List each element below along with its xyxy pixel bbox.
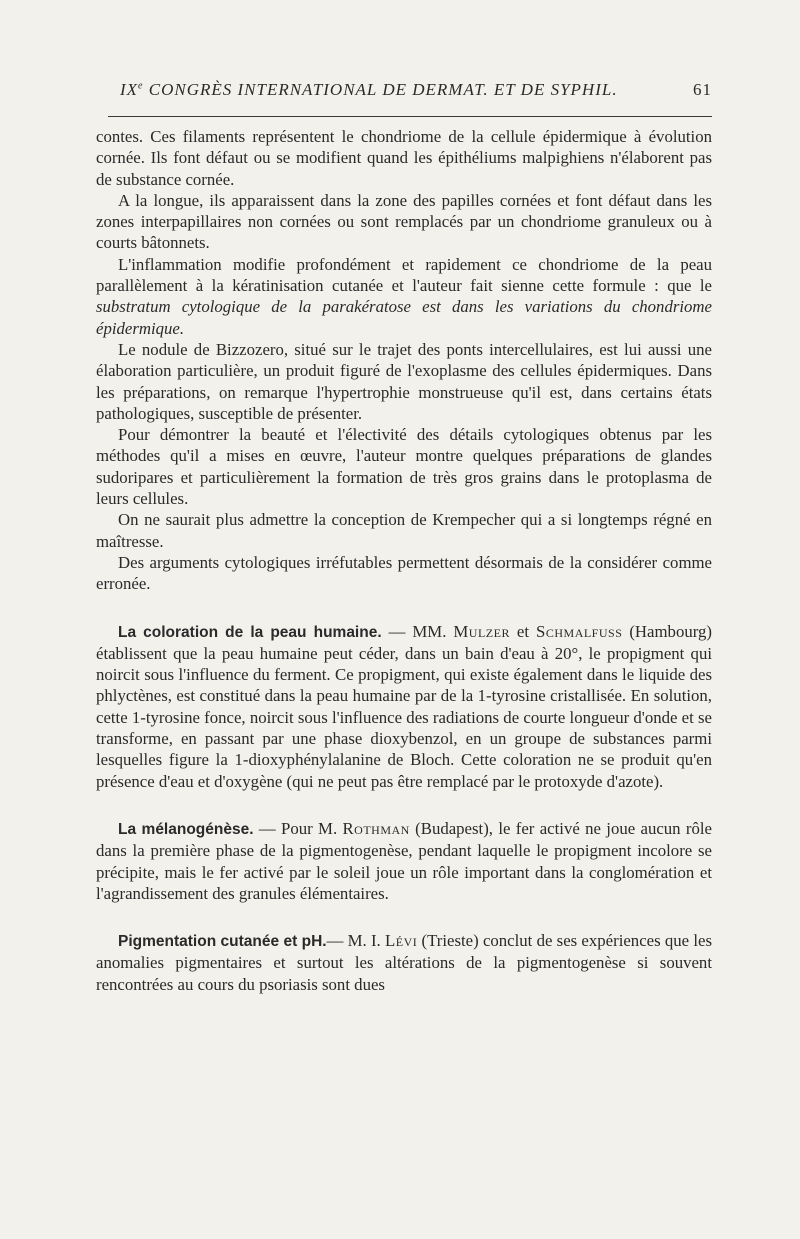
section-heading: La coloration de la peau humaine.: [118, 623, 382, 641]
paragraph: [96, 254, 712, 339]
author-name: Schmalfuss: [536, 621, 623, 641]
paragraph: Pour démontrer la beauté et l'électivité des détails cytologiques obtenus par les méthodes qu'il a mises en œuvre, l'auteur montre quelques préparations de glandes sudoripares et particulièrement la formation de très gros grains dans le protoplasma de leurs cellules.: [96, 425, 712, 509]
paragraph: Des arguments cytologiques irréfutables permettent désormais de la considérer comme erronée.: [96, 552, 712, 594]
section-heading: La mélanogénèse.: [118, 820, 254, 838]
paragraph: contes. Ces filaments représentent le chondriome de la cellule épidermique à évolution cornée. Ils font défaut ou se modifient quand les épithéliums malpighiens n'élaborent pas de substance cornée.: [96, 127, 712, 189]
author-name: Lévi: [385, 931, 418, 951]
author-name: Mulzer: [453, 621, 510, 641]
author-intro: M. I.: [347, 931, 386, 951]
page-number: 61: [693, 80, 712, 99]
section-heading: Pigmentation cutanée et pH.: [118, 933, 327, 951]
section-body: (Trieste) conclut de ses expériences que les anomalies pigmentaires et surtout les altérations de la pigmentogenèse si souvent rencontrées au cours du psoriasis sont dues: [96, 931, 712, 994]
running-title: [120, 80, 618, 100]
author-conjunction: et: [509, 621, 537, 641]
running-header: [120, 80, 712, 108]
italic-formula: substratum cytologique de la parakératose est dans les variations du chondriome épidermique.: [96, 297, 712, 338]
author-intro: Pour M.: [280, 818, 343, 838]
heading-dash: —: [326, 931, 348, 951]
header-rule: [108, 116, 712, 117]
title-roman: IX: [120, 80, 139, 99]
title-rest: CONGRÈS INTERNATIONAL DE DERMAT. ET DE SYPHIL.: [143, 80, 618, 99]
heading-dash: —: [253, 818, 281, 838]
author-intro: MM.: [412, 621, 454, 641]
section-coloration: [96, 621, 712, 792]
section-body: (Budapest), le fer activé ne joue aucun rôle dans la première phase de la pigmentogenèse, pendant laquelle le propigment incolore se précipite, mais le fer activé par le soleil joue un rôle important dans la conglomération et l'agrandissement des granules élémentaires.: [96, 818, 712, 903]
paragraph: On ne saurait plus admettre la conception de Krempecher qui a si longtemps régné en maîtresse.: [96, 510, 712, 551]
paragraph-text: L'inflammation modifie profondément et rapidement ce chondriome de la peau parallèlement à la kératinisation cutanée et l'auteur fait sienne cette formule : que le: [96, 254, 712, 296]
section-pigmentation: [96, 930, 712, 995]
title-superscript: e: [138, 80, 144, 92]
author-name: Rothman: [342, 818, 410, 838]
heading-dash: —: [381, 621, 413, 641]
paragraph: Le nodule de Bizzozero, situé sur le trajet des ponts intercellulaires, est lui aussi une élaboration particulière, un produit figuré de l'exoplasme des cellules épidermiques. Dans les préparations, on remarque l'hypertrophie monstrueuse qu'il est, dans certains états pathologiques, susceptible de présenter.: [96, 339, 712, 423]
paragraph: A la longue, ils apparaissent dans la zone des papilles cornées et font défaut dans les zones interpapillaires non cornées ou sont remplacés par un chondriome granuleux ou à courts bâtonnets.: [96, 190, 712, 253]
body-text: [96, 126, 712, 995]
section-melanogenese: [96, 818, 712, 904]
section-body: (Hambourg) établissent que la peau humaine peut céder, dans un bain d'eau à 20°, le propigment qui noircit sous l'influence du ferment. Ce propigment, qui existe également dans le liquide des phlyctènes, est constitué dans la peau humaine par de la 1-tyrosine cristallisée. En solution, cette 1-tyrosine fonce, noircit sous l'influence des radiations de courte longueur d'onde et se transforme, en passant par une phase dioxybenzol, en un groupe de substances parmi lesquelles figure la 1-dioxyphénylalanine de Bloch. Cette coloration ne se produit qu'en présence d'eau et d'oxygène (qui ne peut pas être remplacé par le protoxyde d'azote).: [96, 621, 712, 791]
